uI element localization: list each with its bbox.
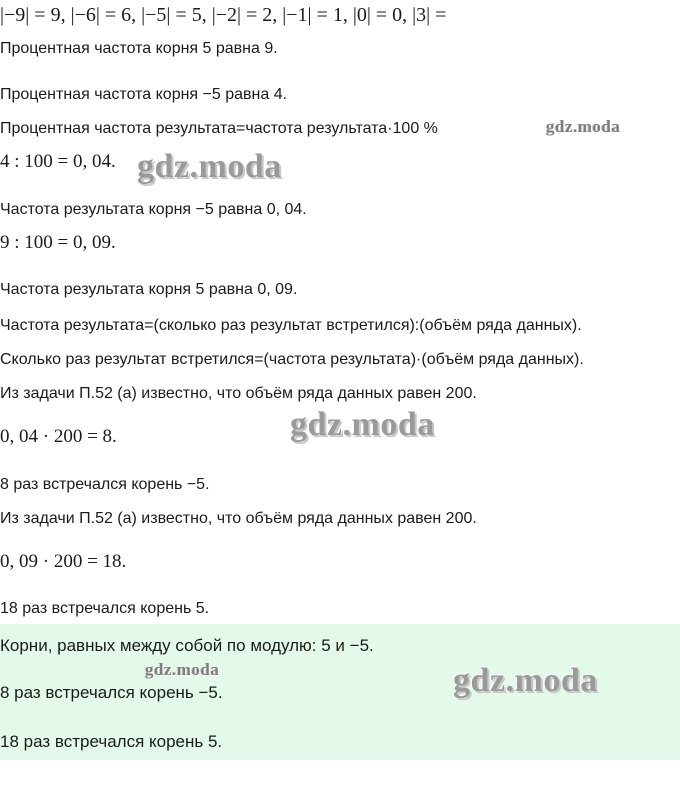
- answer-line: Корни, равных между собой по модулю: 5 и −5.: [0, 636, 374, 655]
- modulus-values-line: |−9| = 9, |−6| = 6, |−5| = 5, |−2| = 2, |−1| = 1, |0| = 0, |3| =: [0, 4, 447, 26]
- watermark: gdz.moda: [290, 406, 435, 443]
- formula-line: 0, 09 · 200 = 18.: [0, 551, 127, 572]
- text-line: Частота результата корня 5 равна 0, 09.: [0, 281, 298, 298]
- text-line: Процентная частота корня −5 равна 4.: [0, 86, 288, 103]
- answer-line: 8 раз встречался корень −5.: [0, 683, 223, 702]
- text-line: 18 раз встречался корень 5.: [0, 600, 210, 617]
- formula-line: 0, 04 · 200 = 8.: [0, 426, 117, 447]
- answer-line: 18 раз встречался корень 5.: [0, 732, 223, 751]
- text-line: Из задачи П.52 (а) известно, что объём ряда данных равен 200.: [0, 385, 477, 402]
- text-line: 8 раз встречался корень −5.: [0, 476, 210, 493]
- text-line: Сколько раз результат встретился=(частота результата)·(объём ряда данных).: [0, 351, 584, 368]
- text-line: Частота результата=(сколько раз результат встретился):(объём ряда данных).: [0, 317, 582, 334]
- formula-line: 9 : 100 = 0, 09.: [0, 232, 116, 253]
- text-line: Частота результата корня −5 равна 0, 04.: [0, 201, 307, 218]
- text-line: Процентная частота результата=частота результата·100 %: [0, 120, 438, 137]
- watermark: gdz.moda: [453, 662, 598, 699]
- text-line: Процентная частота корня 5 равна 9.: [0, 40, 278, 57]
- watermark: gdz.moda: [145, 660, 220, 679]
- formula-line: 4 : 100 = 0, 04.: [0, 151, 116, 172]
- watermark: gdz.moda: [137, 148, 282, 185]
- watermark: gdz.moda: [546, 117, 621, 136]
- text-line: Из задачи П.52 (а) известно, что объём ряда данных равен 200.: [0, 510, 477, 527]
